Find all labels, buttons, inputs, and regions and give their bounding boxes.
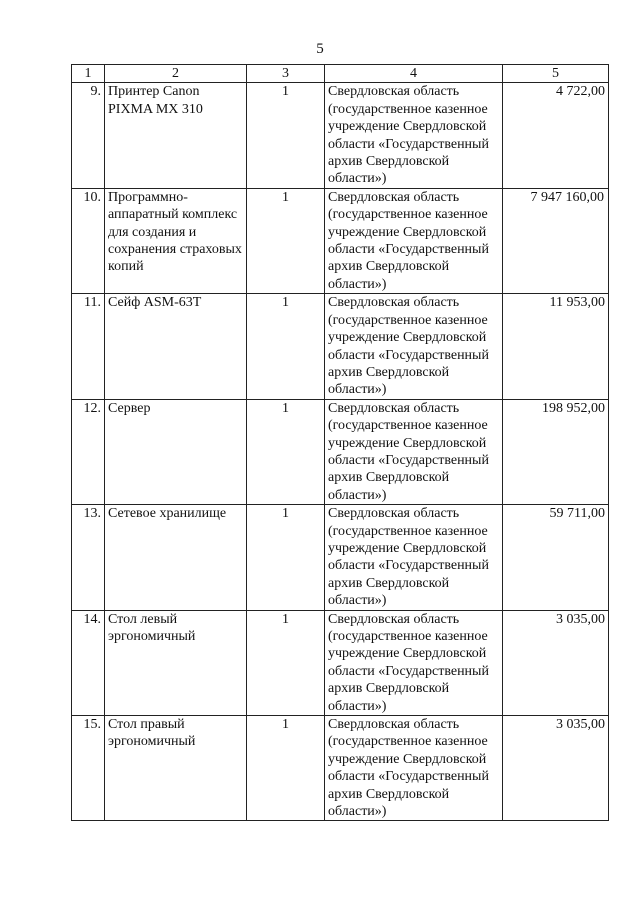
item-location: Свердловская область (государственное казенное учреждение Свердловской области «Государственный архив Свердловской области») xyxy=(325,188,503,293)
item-name: Программно-аппаратный комплекс для создания и сохранения страховых копий xyxy=(105,188,247,293)
row-number: 10. xyxy=(72,188,105,293)
item-quantity: 1 xyxy=(247,716,325,821)
item-quantity: 1 xyxy=(247,83,325,188)
item-quantity: 1 xyxy=(247,188,325,293)
item-name: Принтер Canon PIXMA MX 310 xyxy=(105,83,247,188)
item-location: Свердловская область (государственное казенное учреждение Свердловской области «Государственный архив Свердловской области») xyxy=(325,610,503,715)
table-row xyxy=(72,716,609,821)
item-location: Свердловская область (государственное казенное учреждение Свердловской области «Государственный архив Свердловской области») xyxy=(325,716,503,821)
table-row xyxy=(72,294,609,399)
item-location: Свердловская область (государственное казенное учреждение Свердловской области «Государственный архив Свердловской области») xyxy=(325,83,503,188)
table-row xyxy=(72,83,609,188)
item-cost: 198 952,00 xyxy=(503,399,609,504)
row-number: 13. xyxy=(72,505,105,610)
row-number: 15. xyxy=(72,716,105,821)
table-row xyxy=(72,610,609,715)
item-quantity: 1 xyxy=(247,505,325,610)
item-name: Сервер xyxy=(105,399,247,504)
header-col-2: 2 xyxy=(105,65,247,83)
header-col-1: 1 xyxy=(72,65,105,83)
table-row xyxy=(72,188,609,293)
page-number: 5 xyxy=(316,41,324,57)
inventory-table xyxy=(71,64,609,821)
item-location: Свердловская область (государственное казенное учреждение Свердловской области «Государственный архив Свердловской области») xyxy=(325,505,503,610)
header-col-4: 4 xyxy=(325,65,503,83)
table-row xyxy=(72,505,609,610)
row-number: 9. xyxy=(72,83,105,188)
row-number: 14. xyxy=(72,610,105,715)
item-cost: 7 947 160,00 xyxy=(503,188,609,293)
item-cost: 3 035,00 xyxy=(503,716,609,821)
header-col-3: 3 xyxy=(247,65,325,83)
item-cost: 59 711,00 xyxy=(503,505,609,610)
item-name: Стол правый эргономичный xyxy=(105,716,247,821)
item-quantity: 1 xyxy=(247,610,325,715)
item-quantity: 1 xyxy=(247,399,325,504)
item-name: Сетевое хранилище xyxy=(105,505,247,610)
header-col-5: 5 xyxy=(503,65,609,83)
item-location: Свердловская область (государственное казенное учреждение Свердловской области «Государственный архив Свердловской области») xyxy=(325,399,503,504)
item-cost: 3 035,00 xyxy=(503,610,609,715)
table-header-row xyxy=(72,65,609,83)
table-row xyxy=(72,399,609,504)
item-cost: 11 953,00 xyxy=(503,294,609,399)
item-quantity: 1 xyxy=(247,294,325,399)
item-name: Стол левый эргономичный xyxy=(105,610,247,715)
row-number: 12. xyxy=(72,399,105,504)
row-number: 11. xyxy=(72,294,105,399)
item-cost: 4 722,00 xyxy=(503,83,609,188)
item-location: Свердловская область (государственное казенное учреждение Свердловской области «Государственный архив Свердловской области») xyxy=(325,294,503,399)
item-name: Сейф ASM-63T xyxy=(105,294,247,399)
